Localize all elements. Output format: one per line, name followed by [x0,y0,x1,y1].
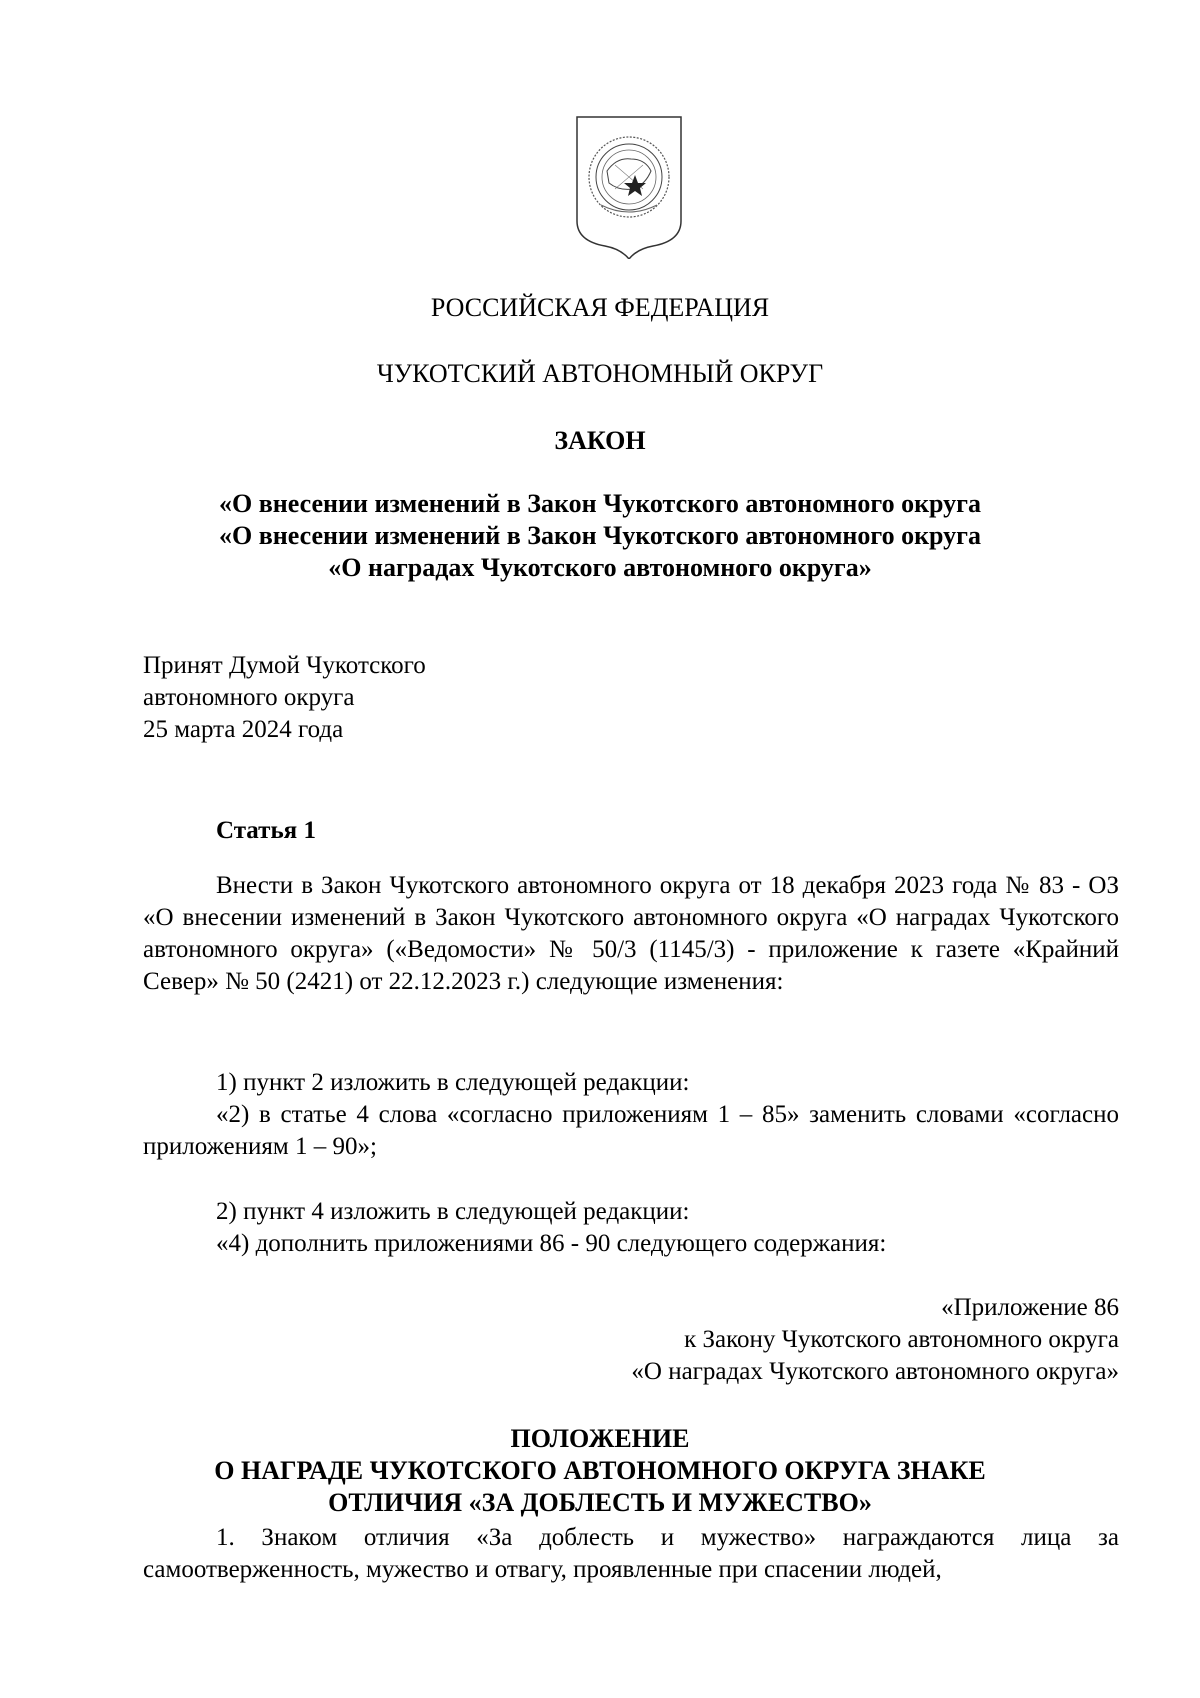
regulation-heading-line: О НАГРАДЕ ЧУКОТСКОГО АВТОНОМНОГО ОКРУГА ЗНАКЕ [214,1456,986,1485]
appendix-line: к Закону Чукотского автономного округа [684,1326,1119,1353]
law-title [0,488,1200,584]
country-name: РОССИЙСКАЯ ФЕДЕРАЦИЯ [430,293,770,322]
region-name: ЧУКОТСКИЙ АВТОНОМНЫЙ ОКРУГ [376,359,824,388]
article-heading: Статья 1 [216,817,316,844]
adoption-line: 25 марта 2024 года [143,716,344,743]
regulation-paragraph-1: 1. Знаком отличия «За доблесть и мужество» награждаются лица за самоотверженность, мужество и отвагу, проявленные при спасении людей, [143,1524,1119,1583]
amendment-item-2-text: «4) дополнить приложениями 86 - 90 следующего содержания: [216,1230,887,1257]
article-intro-paragraph: Внести в Закон Чукотского автономного округа от 18 декабря 2023 года № 83 - ОЗ «О внесении изменений в Закон Чукотского автономного округа «О наградах Чукотского автономного округа» («Ведомости» № 50/3 (1145/3) - приложение к газете «Крайний Север» № 50 (2421) от 22.12.2023 г.) следующие изменения: [143,872,1119,995]
regulation-heading [0,1423,1200,1519]
regulation-heading-line: ПОЛОЖЕНИЕ [510,1424,690,1453]
amendment-item-1: 1) пункт 2 изложить в следующей редакции: [216,1069,690,1096]
adoption-note [143,650,426,746]
document-type: ЗАКОН [554,426,646,455]
adoption-line: Принят Думой Чукотского [143,652,426,679]
law-title-line: «О внесении изменений в Закон Чукотского автономного округа [219,521,981,550]
amendment-item-2: 2) пункт 4 изложить в следующей редакции: [216,1198,690,1225]
coat-of-arms-emblem [571,113,687,259]
regulation-heading-line: ОТЛИЧИЯ «ЗА ДОБЛЕСТЬ И МУЖЕСТВО» [328,1488,872,1517]
amendment-item-1-text: «2) в статье 4 слова «согласно приложениям 1 – 85» заменить словами «согласно приложениям 1 – 90»; [143,1101,1119,1160]
law-title-line: «О наградах Чукотского автономного округа» [328,553,872,582]
appendix-line: «О наградах Чукотского автономного округа» [631,1358,1119,1385]
law-title-line: «О внесении изменений в Закон Чукотского автономного округа [219,489,981,518]
appendix-reference [631,1292,1119,1388]
appendix-line: «Приложение 86 [941,1294,1119,1321]
adoption-line: автономного округа [143,684,355,711]
